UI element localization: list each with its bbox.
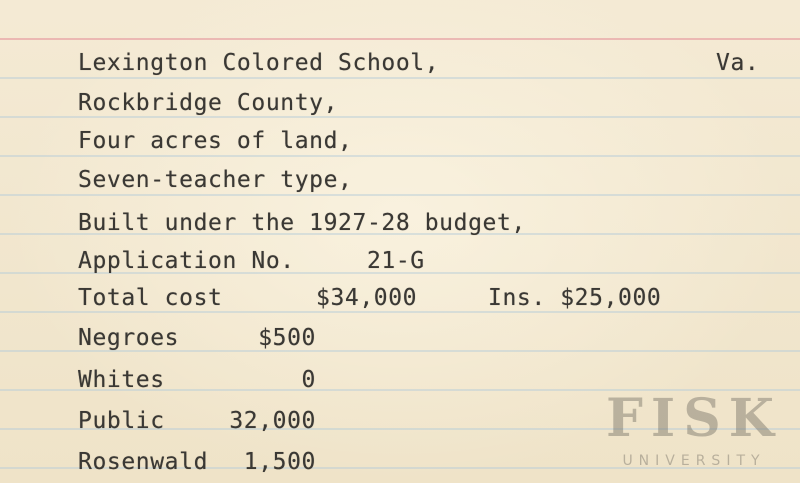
fisk-university-watermark [598,388,790,473]
state: Va. [716,50,760,76]
budget: Built under the 1927-28 budget, [78,210,526,236]
application-number: Application No. 21-G [78,248,425,274]
county: Rockbridge County, [78,90,339,116]
contribution-value-whites: 0 [301,367,316,393]
land: Four acres of land, [78,128,353,154]
school-name: Lexington Colored School, [78,50,440,76]
contribution-label-rosenwald: Rosenwald [78,449,209,475]
contribution-label-whites: Whites [78,367,165,393]
contribution-value-rosenwald: 1,500 [243,449,316,475]
contribution-value-public: 32,000 [229,408,316,434]
total-cost-value: $34,000 [316,285,418,311]
total-cost-label: Total cost [78,285,223,311]
contribution-value-negroes: $500 [258,325,316,351]
contribution-label-negroes: Negroes [78,325,180,351]
school-type: Seven-teacher type, [78,167,353,193]
watermark-subtitle: UNIVERSITY [622,453,766,469]
insurance-value: Ins. $25,000 [488,285,662,311]
contribution-label-public: Public [78,408,165,434]
watermark-name: FISK [606,388,782,449]
